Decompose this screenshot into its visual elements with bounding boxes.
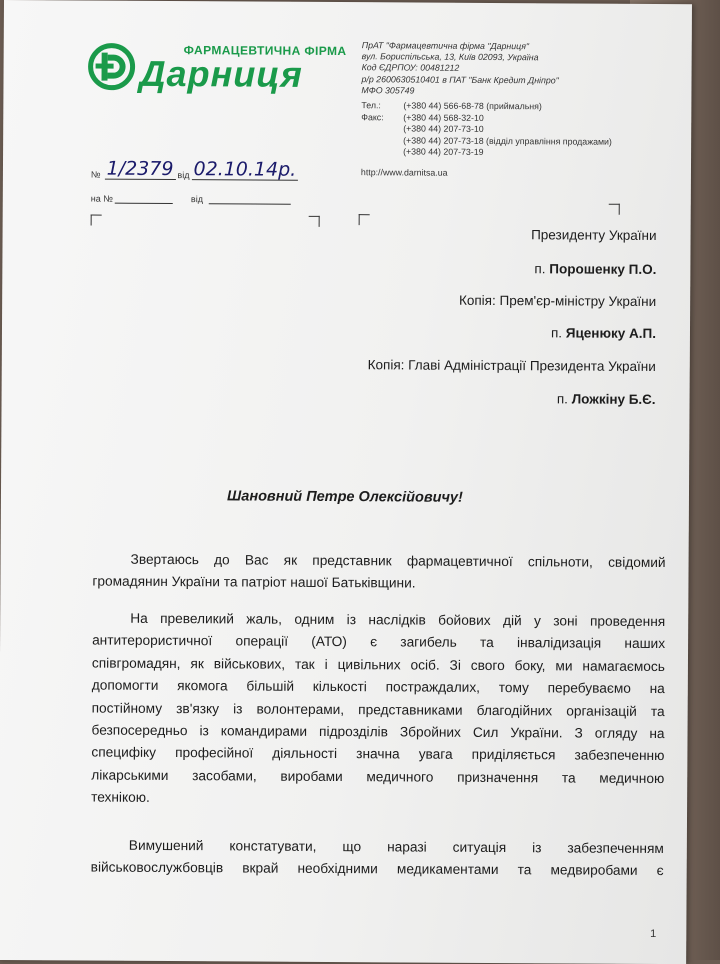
darnitsa-logo-icon	[87, 43, 135, 91]
text-line: На превеликий жаль, одним із наслідків бойових дій у зоні проведення	[130, 610, 666, 630]
addressee-pm	[459, 293, 656, 309]
body-paragraph-3	[91, 835, 664, 883]
addressee-name: Порошенку П.О.	[549, 261, 657, 277]
phone-number: (+380 44) 207-73-18 (відділ управління продажами)	[403, 134, 612, 147]
corner-mark	[309, 216, 320, 227]
addressee-name: Ложкіну Б.Є.	[571, 391, 656, 407]
addressee-president	[531, 227, 657, 243]
phone-number: (+380 44) 207-73-10	[403, 123, 484, 134]
reply-date-blank	[209, 202, 291, 205]
corner-mark	[91, 215, 102, 226]
text-line: антитерористичної операції (АТО) є загибель та інвалідизація наших	[92, 632, 666, 652]
body-paragraph-1	[92, 549, 665, 597]
text-line: громадянин України та патріот нашої Батьківщини.	[92, 573, 416, 591]
company-line: вул. Бориспільська, 13, Київ 02093, Україна	[361, 51, 539, 63]
addressee-prefix: п.	[534, 261, 546, 277]
addressee-prefix: п.	[550, 325, 563, 341]
corner-mark	[609, 204, 620, 215]
number-label: №	[90, 169, 101, 180]
phone-number: (+380 44) 566-68-78 (приймальня)	[403, 100, 542, 112]
company-line: ПрАТ "Фармацевтична фірма "Дарниця"	[361, 40, 530, 52]
salutation: Шановний Петре Олексійовичу!	[227, 488, 463, 506]
addressee-title: Прем'єр-міністру України	[499, 293, 657, 309]
body-paragraph-2	[91, 608, 665, 813]
company-line: р/р 2600630510401 в ПАТ "Банк Кредит Дніпро"	[361, 73, 559, 85]
text-line: військовослужбовців вкрай необхідними медикаментами та медвиробами є	[90, 859, 664, 879]
reply-date-label: від	[190, 194, 204, 205]
fax-label: Факс:	[361, 111, 384, 122]
text-line: постійному зв'язку із волонтерами, представниками благодійних організацій та	[91, 700, 665, 719]
corner-mark	[359, 214, 370, 225]
phone-label: Тел.:	[361, 100, 381, 111]
text-line: допомогти якомога більшій кількості постраждалих, тому перебуваємо на	[91, 677, 665, 697]
company-details	[361, 40, 559, 97]
firm-label: ФАРМАЦЕВТИЧНА ФІРМА	[183, 43, 347, 59]
addressee-prefix: п.	[556, 391, 569, 407]
website-link[interactable]: http://www.darnitsa.ua	[360, 166, 448, 178]
text-line: лікарськими засобами, виробами медичного призначення та медичною	[91, 767, 665, 786]
addressee-pm-name	[551, 325, 656, 341]
text-line: специфіку професійної діяльності значна увага приділяється забезпеченню	[91, 744, 665, 764]
text-line: Звертаюсь до Вас як представник фармацевтичної спільноти, свідомий	[130, 551, 666, 571]
addressee-title: Президенту України	[531, 227, 657, 243]
company-line: Код ЄДРПОУ: 00481212	[361, 62, 460, 74]
letterhead-logo	[87, 39, 357, 97]
copy-label: Копія:	[458, 292, 496, 309]
phone-number: (+380 44) 568-32-10	[403, 111, 484, 123]
outgoing-date: 02.10.14р.	[193, 158, 297, 181]
text-line: безпосередньо із командирами підрозділів Збройних Сил України. З огляду на	[91, 722, 665, 742]
copy-label: Копія:	[367, 357, 405, 373]
text-line: технікою.	[91, 789, 150, 806]
reply-number-label: на №	[90, 193, 113, 204]
text-line: співгромадян, як військових, так і цивільних осіб. Зі свого боку, ми намагаємось	[91, 655, 665, 674]
brand-name: Дарниця	[139, 52, 303, 95]
addressee-title: Главі Адміністрації Президента України	[408, 357, 656, 374]
outgoing-number: 1/2379	[106, 157, 174, 181]
company-line: МФО 305749	[361, 84, 415, 96]
contact-details	[361, 100, 612, 180]
addressee-president-name	[534, 261, 656, 277]
page-number: 1	[650, 927, 657, 941]
reference-block	[91, 159, 299, 205]
phone-number: (+380 44) 207-73-19	[403, 146, 484, 157]
text-line: Вимушений констатувати, що наразі ситуація із забезпеченням	[128, 837, 664, 857]
addressee-admin	[368, 357, 656, 374]
addressee-name: Яценюку А.П.	[565, 325, 657, 341]
date-label: від	[177, 170, 190, 181]
addressee-admin-name	[557, 391, 656, 407]
reply-number-blank	[115, 202, 173, 204]
